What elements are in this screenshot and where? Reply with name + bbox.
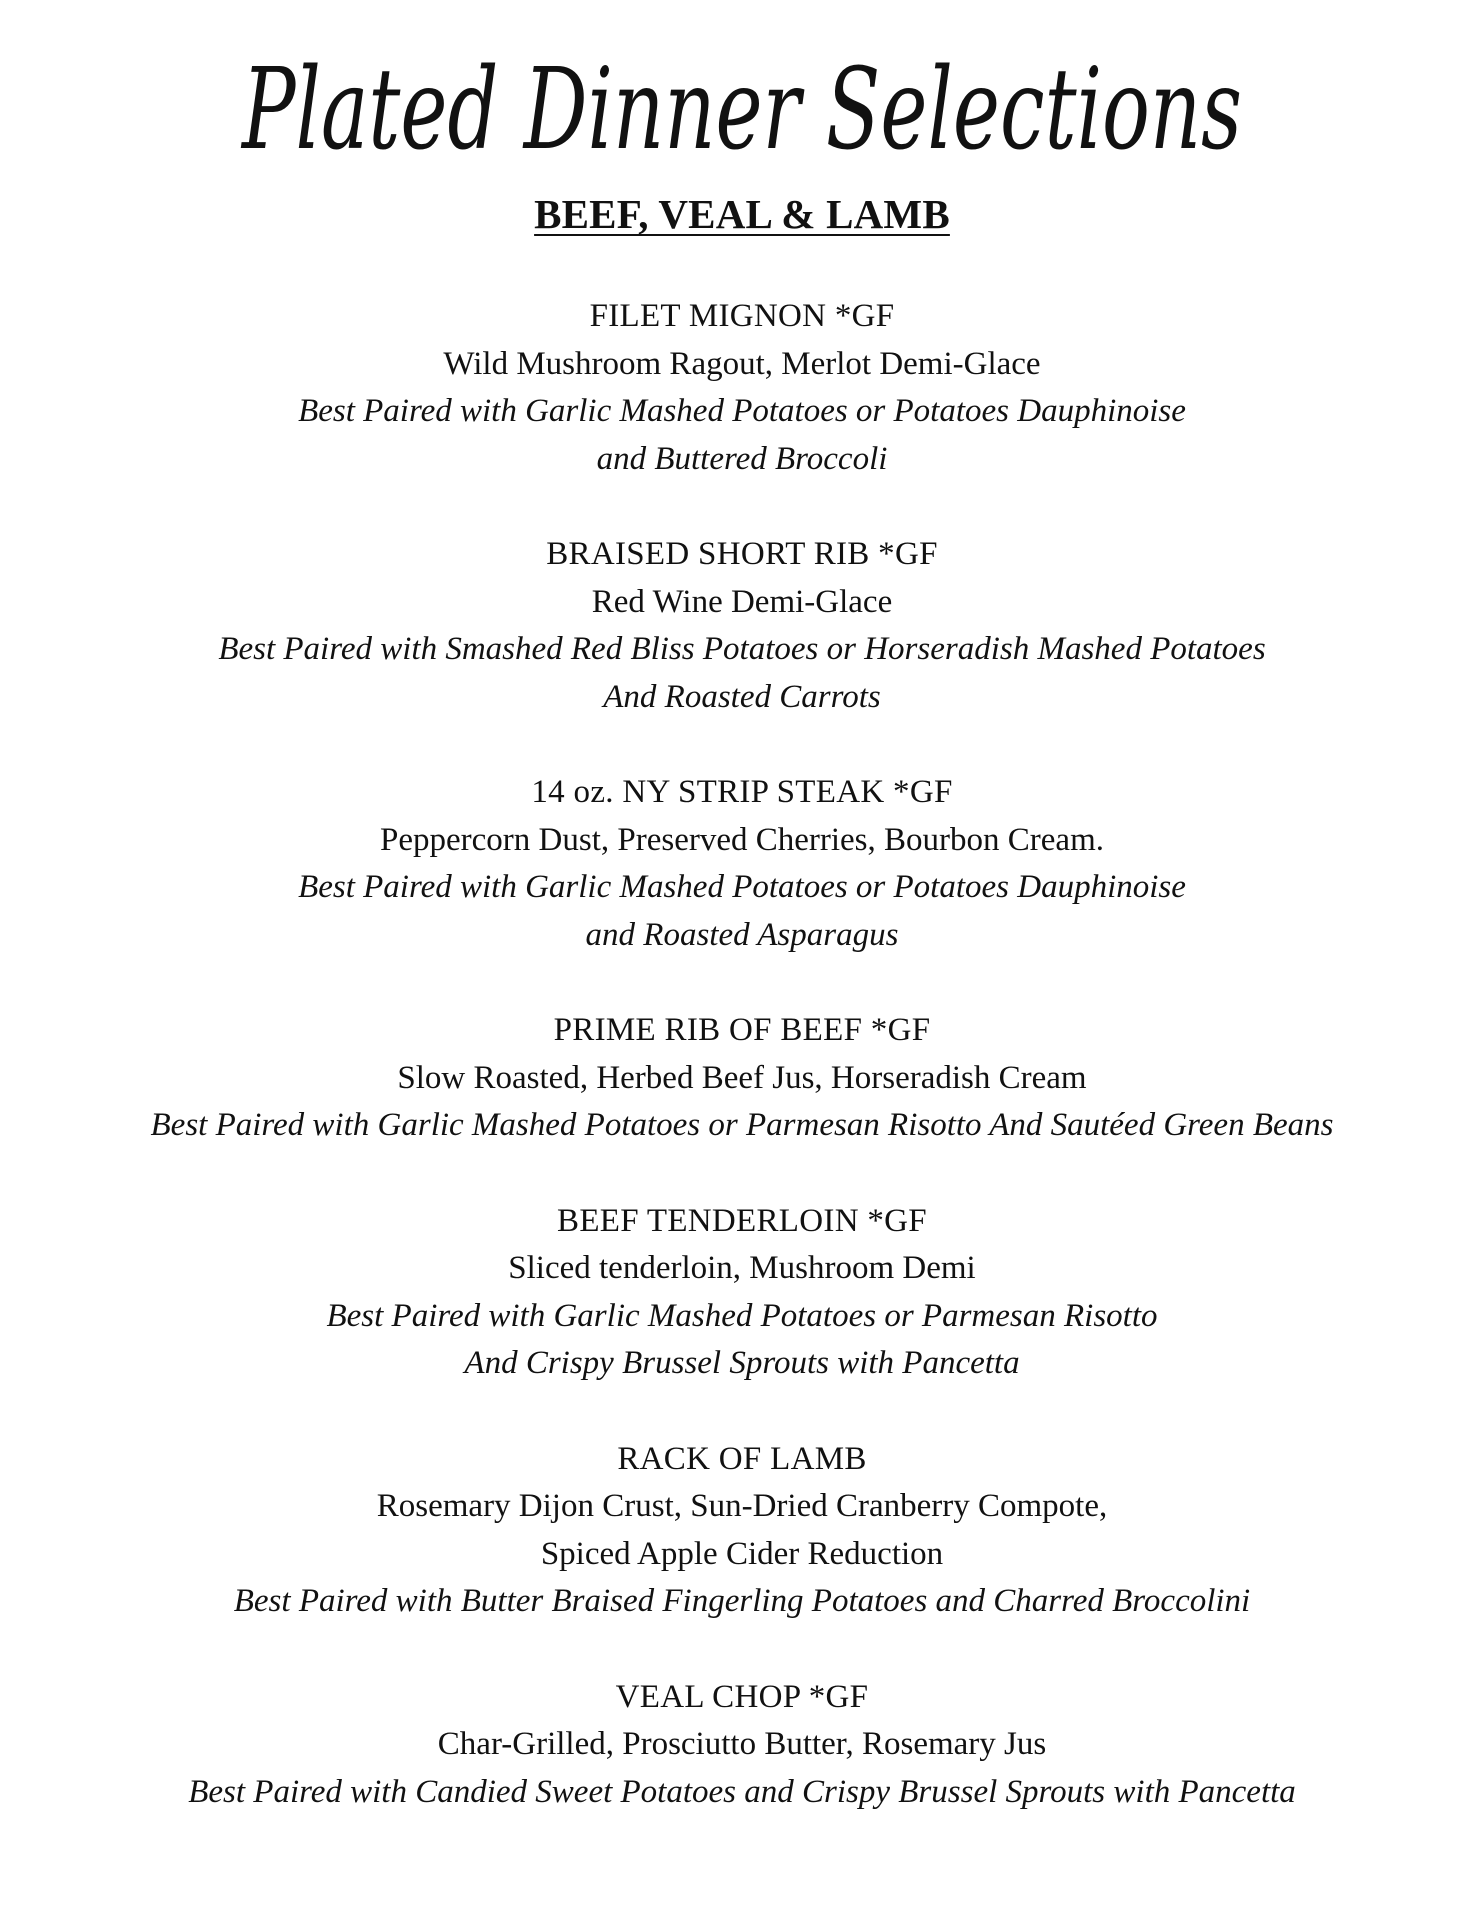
menu-item-pairing: Best Paired with Garlic Mashed Potatoes or Potatoes Dauphinoise [298, 393, 1186, 429]
script-title-graphic [0, 0, 1484, 210]
menu-item [0, 1436, 1484, 1626]
section-heading: BEEF, VEAL & LAMB [534, 191, 950, 237]
menu-item-name: FILET MIGNON *GF [589, 298, 895, 334]
menu-item [0, 1198, 1484, 1388]
menu-item-description: Slow Roasted, Herbed Beef Jus, Horseradish Cream [397, 1059, 1087, 1096]
menu-item-name: 14 oz. NY STRIP STEAK *GF [531, 774, 953, 810]
menu-item-description: Rosemary Dijon Crust, Sun-Dried Cranberry Compote, [376, 1488, 1108, 1524]
menu-item-name: BEEF TENDERLOIN *GF [557, 1202, 927, 1239]
menu-item [0, 531, 1484, 721]
menu-item-name: RACK OF LAMB [617, 1440, 867, 1477]
menu-item-pairing: And Crispy Brussel Sprouts with Pancetta [464, 1345, 1020, 1381]
menu-item-description: Peppercorn Dust, Preserved Cherries, Bourbon Cream. [380, 821, 1104, 858]
menu-item [0, 1674, 1484, 1817]
menu-item-list [0, 293, 1484, 1864]
menu-item [0, 1007, 1484, 1150]
menu-item-name: BRAISED SHORT RIB *GF [546, 536, 938, 572]
page-title [0, 0, 1484, 210]
menu-item-name: VEAL CHOP *GF [615, 1678, 869, 1715]
menu-item-pairing: Best Paired with Garlic Mashed Potatoes or Parmesan Risotto [326, 1297, 1158, 1334]
menu-item-pairing: Best Paired with Candied Sweet Potatoes and Crispy Brussel Sprouts with Pancetta [188, 1773, 1296, 1810]
menu-item-description: Spiced Apple Cider Reduction [540, 1535, 944, 1572]
menu-item [0, 293, 1484, 483]
menu-item-description: Wild Mushroom Ragout, Merlot Demi-Glace [443, 345, 1041, 382]
menu-item-pairing: and Buttered Broccoli [596, 440, 888, 477]
menu-item [0, 769, 1484, 959]
menu-item-pairing: Best Paired with Butter Braised Fingerling Potatoes and Charred Broccolini [233, 1583, 1251, 1619]
menu-item-description: Red Wine Demi-Glace [591, 583, 893, 620]
menu-item-pairing: Best Paired with Garlic Mashed Potatoes or Parmesan Risotto And Sautéed Green Beans [150, 1107, 1334, 1143]
page-title-text: Plated Dinner Selections [240, 45, 1242, 175]
menu-item-description: Char-Grilled, Prosciutto Butter, Rosemary Jus [437, 1726, 1047, 1762]
menu-item-description: Sliced tenderloin, Mushroom Demi [508, 1250, 976, 1286]
menu-item-name: PRIME RIB OF BEEF *GF [553, 1012, 931, 1048]
menu-item-pairing: and Roasted Asparagus [585, 916, 899, 953]
menu-item-pairing: Best Paired with Smashed Red Bliss Potatoes or Horseradish Mashed Potatoes [218, 631, 1266, 667]
menu-item-pairing: And Roasted Carrots [603, 678, 881, 715]
menu-item-pairing: Best Paired with Garlic Mashed Potatoes or Potatoes Dauphinoise [298, 869, 1186, 905]
